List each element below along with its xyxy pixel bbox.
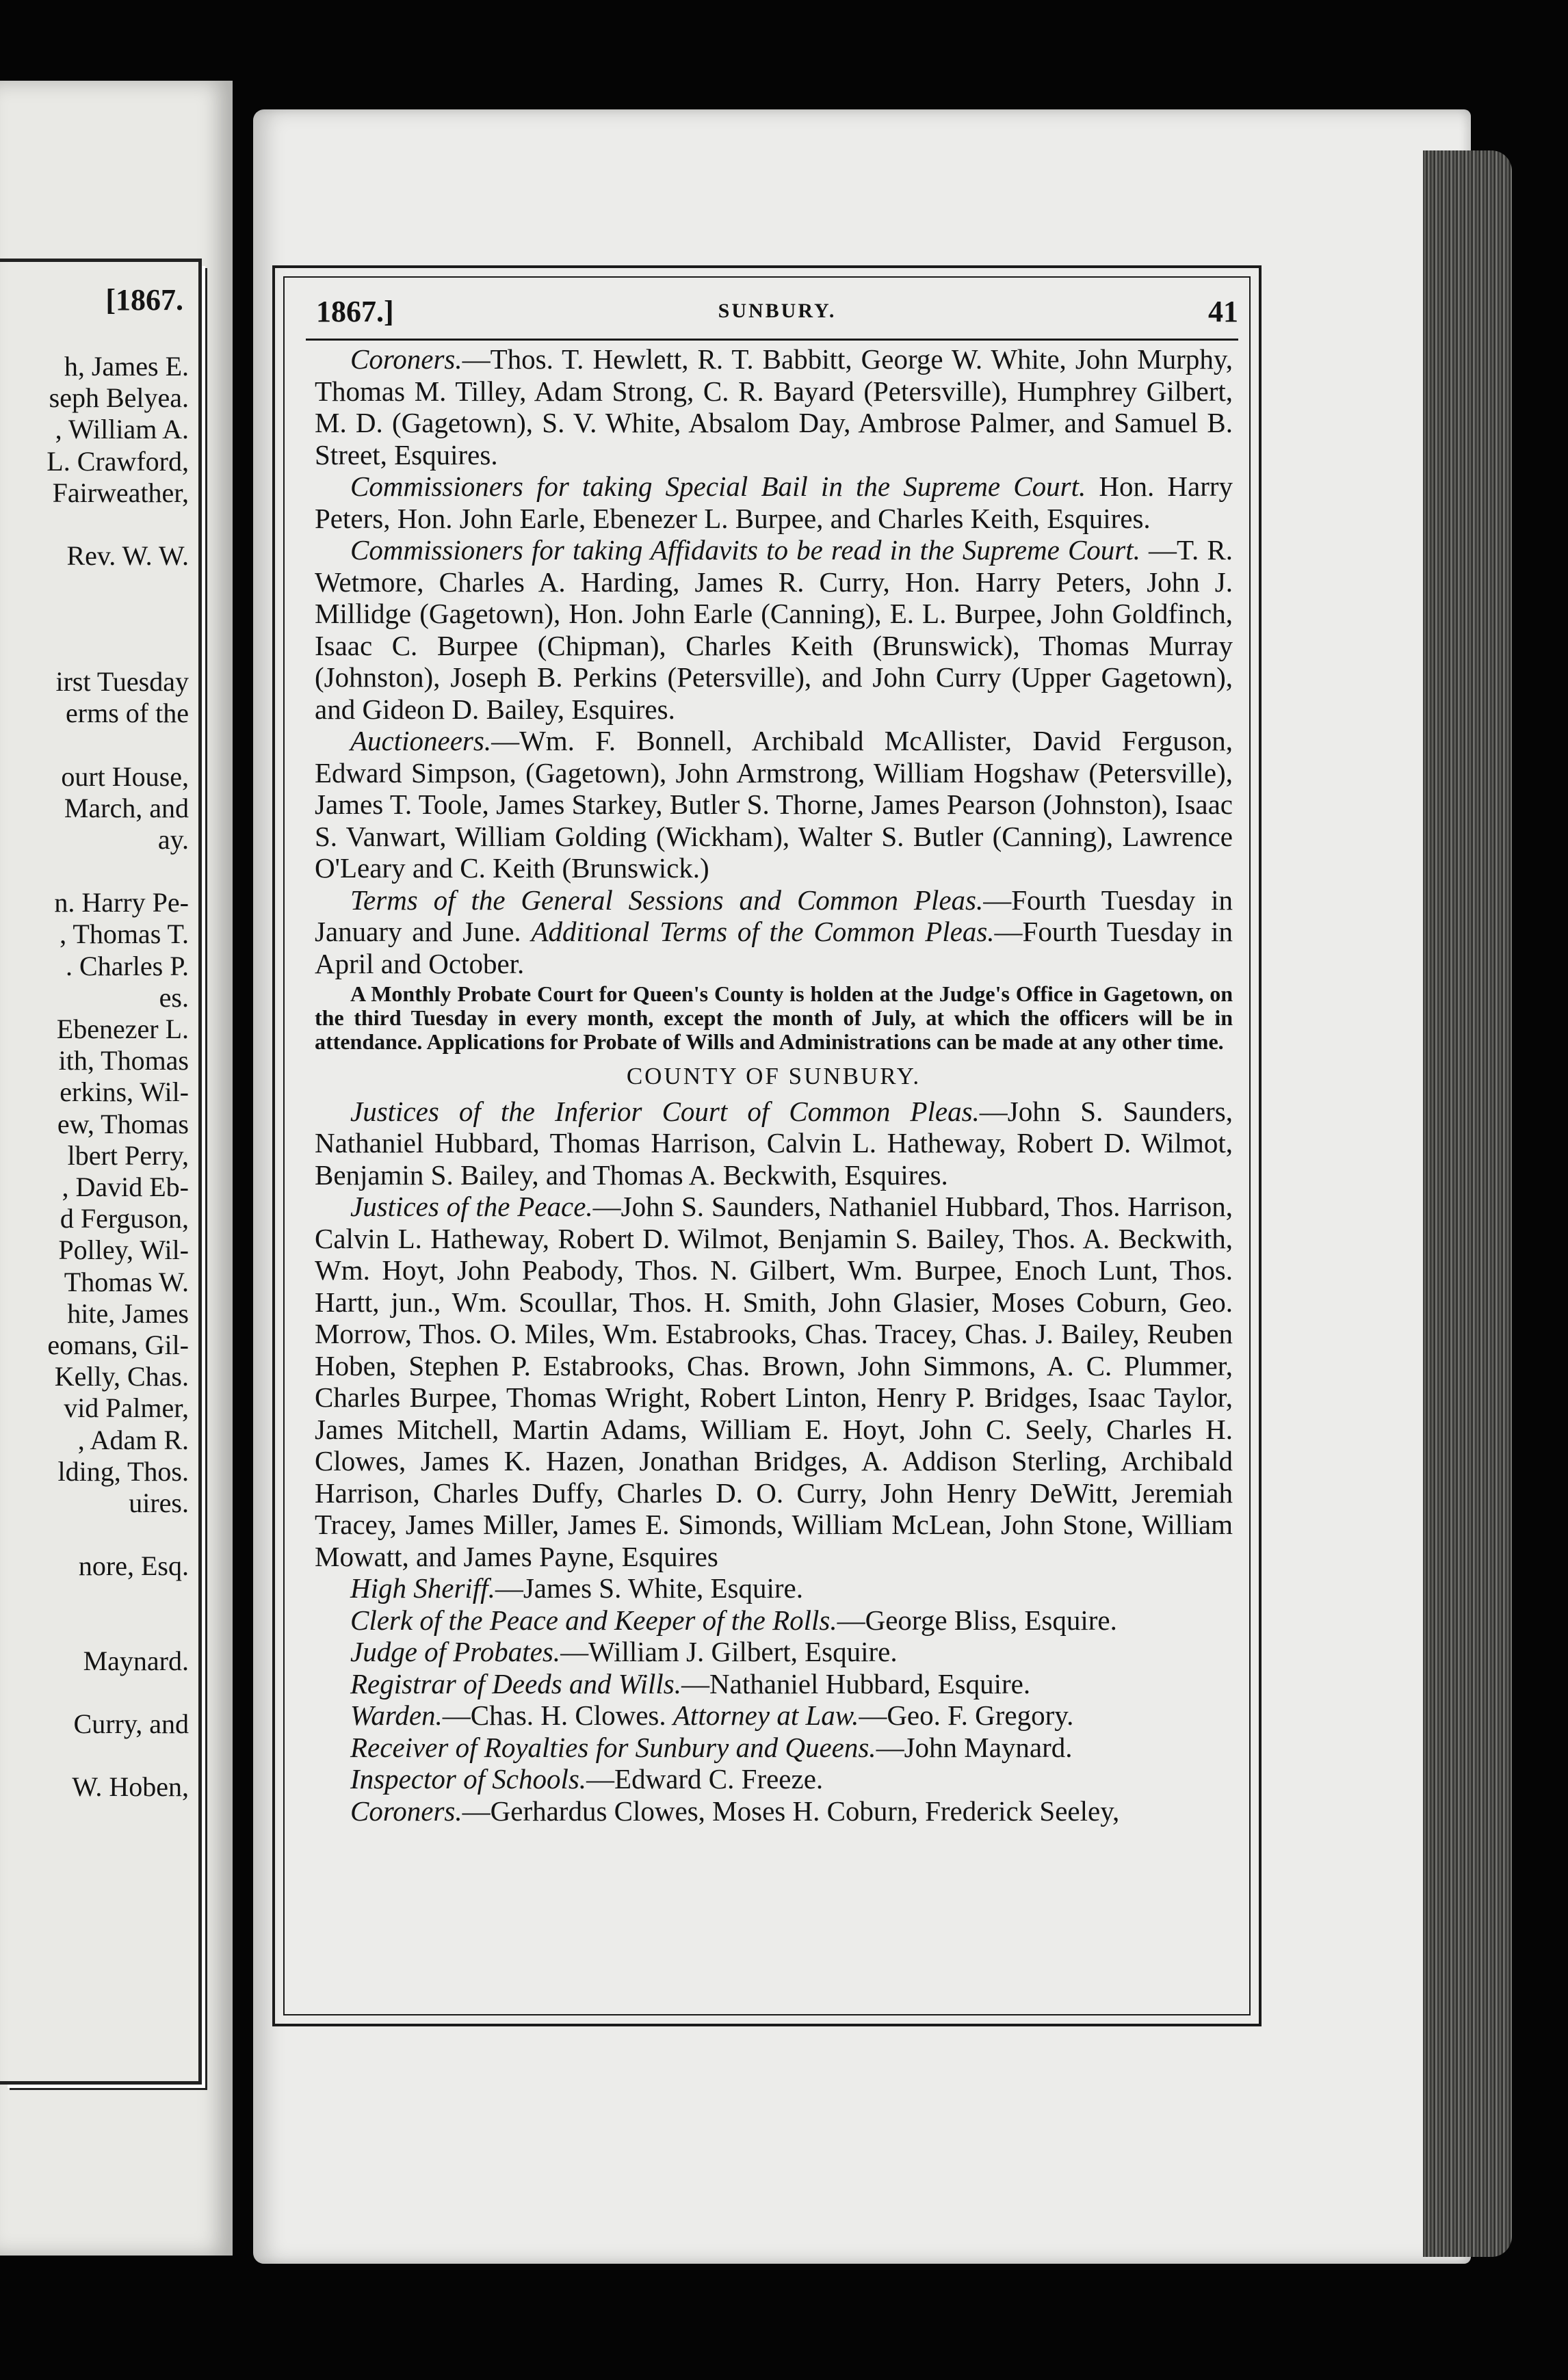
book-page-edges <box>1423 150 1512 2257</box>
entry-registrar: Registrar of Deeds and Wills.—Nathaniel Hubbard, Esquire. <box>350 1667 1031 1700</box>
left-page-line <box>0 1519 198 1550</box>
left-page-line: . Charles P. <box>66 950 189 981</box>
header-title: SUNBURY. <box>718 300 837 322</box>
left-page-line: , William A. <box>55 414 189 445</box>
entry-coroners-queens: Coroners.—Thos. T. Hewlett, R. T. Babbitt, George W. White, John Murphy, Thomas M. Tilley, Adam Strong, C. R. Bayard (Petersville), Humphrey Gilbert, M. D. (Gagetown), S. V. White, Absalom Day, Ambrose Palmer, and Samuel B. Street, Esquires. <box>315 343 1233 471</box>
left-page-line: Kelly, Chas. <box>54 1361 189 1392</box>
entry-judge-probates: Judge of Probates.—William J. Gilbert, Esquire. <box>350 1636 898 1667</box>
left-page-line: Maynard. <box>83 1645 189 1676</box>
page-frame <box>272 265 1262 2026</box>
left-page-line: lbert Perry, <box>67 1139 189 1171</box>
entry-coroners-sunbury: Coroners.—Gerhardus Clowes, Moses H. Coburn, Frederick Seeley, <box>350 1795 1120 1827</box>
left-page-line <box>0 572 198 603</box>
left-page-line: L. Crawford, <box>47 445 189 477</box>
left-page-line: erkins, Wil- <box>60 1076 189 1108</box>
left-page-year: [1867. <box>105 283 183 317</box>
left-page-line <box>0 1614 198 1645</box>
county-heading: COUNTY OF SUNBURY. <box>626 1063 922 1089</box>
left-page-line: , Adam R. <box>77 1424 189 1455</box>
left-page-line: erms of the <box>66 698 189 729</box>
left-page-line: irst Tuesday <box>55 666 189 698</box>
left-page-text <box>0 351 198 1803</box>
left-page-line <box>0 635 198 666</box>
left-page-line: March, and <box>64 792 189 823</box>
left-page-line: , David Eb- <box>62 1172 189 1203</box>
left-page-line: Rev. W. W. <box>66 540 189 572</box>
entry-receiver-royalties: Receiver of Royalties for Sunbury and Queens.—John Maynard. <box>350 1731 1073 1763</box>
left-page-line: ourt House, <box>61 761 189 792</box>
page-header <box>316 294 1238 335</box>
left-page-frame <box>0 259 202 2085</box>
left-page-line: d Ferguson, <box>60 1203 189 1234</box>
left-page-line: seph Belyea. <box>49 382 189 414</box>
left-page-line: Polley, Wil- <box>58 1234 189 1266</box>
left-page-line: hite, James <box>67 1297 189 1329</box>
left-page-line: lding, Thos. <box>57 1455 189 1487</box>
page-content <box>315 343 1233 1827</box>
entry-affidavits: Commissioners for taking Affidavits to be read in the Supreme Court. —T. R. Wetmore, Charles A. Harding, James R. Curry, Hon. Harry Peters, John J. Millidge (Gagetown), Hon. John Earle (Canning), E. L. Burpee, John Goldfinch, Isaac C. Burpee (Chipman), Charles Keith (Brunswick), Thomas Murray (Johnston), Joseph B. Perkins (Petersville), and John Curry (Upper Gagetown), and Gideon D. Bailey, Esquires. <box>315 534 1233 725</box>
left-page-line: , Thomas T. <box>60 918 189 950</box>
left-page-line: nore, Esq. <box>78 1550 189 1582</box>
entry-special-bail: Commissioners for taking Special Bail in the Supreme Court. Hon. Harry Peters, Hon. John Earle, Ebenezer L. Burpee, and Charles Keith, Esquires. <box>315 471 1233 534</box>
entry-terms: Terms of the General Sessions and Common Pleas.—Fourth Tuesday in January and June. Additional Terms of the Common Pleas.—Fourth Tuesday in April and October. <box>315 884 1233 979</box>
left-page-line <box>0 856 198 887</box>
left-page-line: eomans, Gil- <box>47 1330 189 1361</box>
left-page-line: uires. <box>129 1488 189 1519</box>
entry-warden-attorney: Warden.—Chas. H. Clowes. Attorney at Law.—Geo. F. Gregory. <box>350 1700 1074 1731</box>
left-page <box>0 81 233 2256</box>
header-year: 1867.] <box>316 295 394 328</box>
left-page-line: h, James E. <box>64 351 189 382</box>
entry-auctioneers: Auctioneers.—Wm. F. Bonnell, Archibald McAllister, David Ferguson, Edward Simpson, (Gagetown), John Armstrong, William Hogshaw (Petersville), James T. Toole, James Starkey, Butler S. Thorne, James Pearson (Johnston), Isaac S. Vanwart, William Golding (Wickham), Walter S. Butler (Canning), Lawrence O'Leary and C. Keith (Brunswick.) <box>315 725 1233 884</box>
left-page-line <box>0 1740 198 1771</box>
left-page-line: Ebenezer L. <box>56 1014 189 1045</box>
left-page-line: es. <box>159 981 189 1013</box>
entry-high-sheriff: High Sheriff.—James S. White, Esquire. <box>350 1572 804 1604</box>
left-page-line <box>0 1583 198 1614</box>
left-page-line: Curry, and <box>73 1708 189 1739</box>
entry-inferior-court: Justices of the Inferior Court of Common Pleas.—John S. Saunders, Nathaniel Hubbard, Thomas Harrison, Calvin L. Hatheway, Robert D. Wilmot, Benjamin S. Bailey, and Thomas A. Beckwith, Esquires. <box>315 1095 1233 1191</box>
left-page-line: n. Harry Pe- <box>54 887 189 918</box>
left-page-line: ith, Thomas <box>58 1045 189 1076</box>
entry-justices-peace: Justices of the Peace.—John S. Saunders, Nathaniel Hubbard, Thos. Harrison, Calvin L. Hatheway, Robert D. Wilmot, Benjamin S. Bailey, Thos. A. Beckwith, Wm. Hoyt, John Peabody, Thos. N. Gilbert, Wm. Burpee, Enoch Lunt, Thos. Hartt, jun., Wm. Scoullar, Thos. H. Smith, John Glasier, Moses Coburn, Geo. Morrow, Thos. O. Miles, Wm. Estabrooks, Chas. Tracey, Chas. J. Bailey, Reuben Hoben, Stephen P. Estabrooks, Chas. Brown, John Simmons, A. C. Plummer, Charles Burpee, Thomas Wright, Robert Linton, Henry P. Bridges, Isaac Taylor, James Mitchell, Martin Adams, William E. Hoyt, John C. Seely, Charles H. Clowes, James K. Hazen, Jonathan Bridges, A. Addison Sterling, Archibald Harrison, Charles Duffy, Charles D. O. Curry, John Henry DeWitt, Jeremiah Tracey, James Miller, James E. Simonds, William McLean, John Stone, William Mowatt, and James Payne, Esquires <box>315 1191 1233 1572</box>
left-page-line: Fairweather, <box>52 477 189 508</box>
probate-note: A Monthly Probate Court for Queen's County is holden at the Judge's Office in Gagetown, on the third Tuesday in every month, except the month of July, at which the officers will be in attendance. Applications for Probate of Wills and Administrations can be made at any other time. <box>315 981 1233 1054</box>
left-page-line: Thomas W. <box>64 1266 189 1297</box>
left-page-line: ew, Thomas <box>57 1108 189 1139</box>
entry-clerk-peace: Clerk of the Peace and Keeper of the Rolls.—George Bliss, Esquire. <box>350 1604 1117 1636</box>
page-number: 41 <box>1208 295 1238 328</box>
entry-inspector-schools: Inspector of Schools.—Edward C. Freeze. <box>350 1763 824 1795</box>
left-page-line: W. Hoben, <box>72 1771 189 1802</box>
left-page-line: ay. <box>157 824 189 856</box>
left-page-line: vid Palmer, <box>64 1392 189 1424</box>
left-page-line <box>0 730 198 761</box>
header-rule <box>306 339 1238 341</box>
left-page-line <box>0 509 198 540</box>
left-page-line <box>0 1677 198 1708</box>
left-page-line <box>0 603 198 635</box>
